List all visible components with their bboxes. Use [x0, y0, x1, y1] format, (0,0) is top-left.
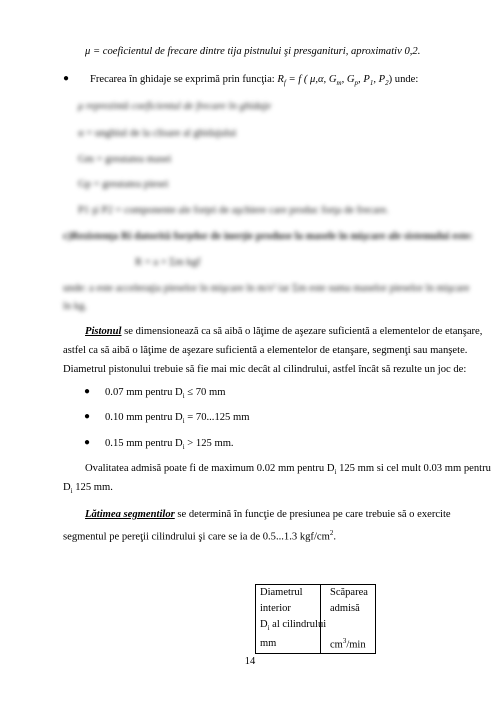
- blurred-line-8: unde: a este acceleraţia pieselor în mişcare în m/s² iar Σm este suma maselor pieselor în mişcare: [63, 283, 470, 294]
- leakage-table: [255, 584, 376, 654]
- clearance-item-1: 0.07 mm pentru $D_i \le 70$ mm: [105, 387, 226, 401]
- blurred-line-5: P1 şi P2 = componente ale forţei de aşchiere care produc forţa de frecare.: [78, 205, 389, 216]
- piston-line-1: Pistonul se dimensionează ca să aibă o lăţime de aşezare suficientă a elementelor de etanşare,: [85, 326, 483, 337]
- bullet-dot: ●: [84, 437, 91, 448]
- page-number: 14: [244, 656, 256, 667]
- ovality-line-2: $D_i$ 125 mm.: [63, 482, 113, 496]
- table-header-leakage: Scăparea admisă $cm^3/\min$: [330, 587, 368, 651]
- bullet-dot: ●: [84, 386, 91, 397]
- piston-line-3: Diametrul pistonului trebuie să fie mai mic decât al cilindrului, astfel încât să rezulte un joc de:: [63, 364, 467, 375]
- bullet-dot: ●: [84, 411, 91, 422]
- blurred-line-1: μ reprezintă coeficientul de frecare în ghidaje: [78, 101, 272, 112]
- friction-unde: ) unde:: [388, 74, 419, 85]
- friction-line: [90, 73, 418, 90]
- friction-formula: $R_f = f$ ( μ,α, $G_m$, $G_p$, $P_1$, $P_2$: [277, 74, 389, 88]
- segment-width-title: Lătimea segmentilor: [85, 509, 175, 520]
- blurred-line-3: Gm = greutatea masei: [78, 154, 172, 165]
- piston-line-2: astfel ca să aibă o lăţime de aşezare suficientă a elementelor de etanşare, segmenţi sau manşete.: [63, 345, 468, 356]
- blurred-line-9: în kg.: [63, 301, 88, 312]
- mu-definition: μ = coeficientul de frecare dintre tija pistnului şi presganituri, aproximativ 0,2.: [85, 46, 421, 57]
- bullet-dot: ●: [63, 73, 70, 84]
- blurred-line-7: R = a × Σm kgf: [135, 257, 201, 268]
- clearance-item-3: 0.15 mm pentru $D_i > 125$ mm.: [105, 438, 234, 452]
- clearance-item-2: 0.10 mm pentru $D_i = 70...125$ mm: [105, 412, 250, 426]
- blurred-line-6: c)Rezistenţa Ri datorită forţelor de inerţie produse la masele în mişcare ale sistemului este:: [63, 231, 473, 242]
- ovality-line-1: Ovalitatea admisă poate fi de maximum 0.02 mm pentru $D_i$ 125 mm si cel mult 0.03 mm pentru: [85, 463, 491, 477]
- segment-width-line-1: Lătimea segmentilor se determină în funcţie de presiunea pe care trebuie să o exercite: [85, 509, 451, 520]
- segment-width-line-2: segmentul pe pereţii cilindrului şi care se ia de 0.5...1.3 kgf/$cm^2$.: [63, 529, 336, 543]
- table-header-diameter: Diametrul interior $D_i$ al cilindrului mm: [260, 587, 327, 650]
- blurred-line-2: α = unghiul de la clisare al ghidajului: [78, 128, 237, 139]
- blurred-line-4: Gp = greutatea piesei: [78, 179, 169, 190]
- friction-intro: Frecarea în ghidaje se exprimă prin funcţia:: [90, 74, 278, 85]
- piston-title: Pistonul: [85, 326, 122, 337]
